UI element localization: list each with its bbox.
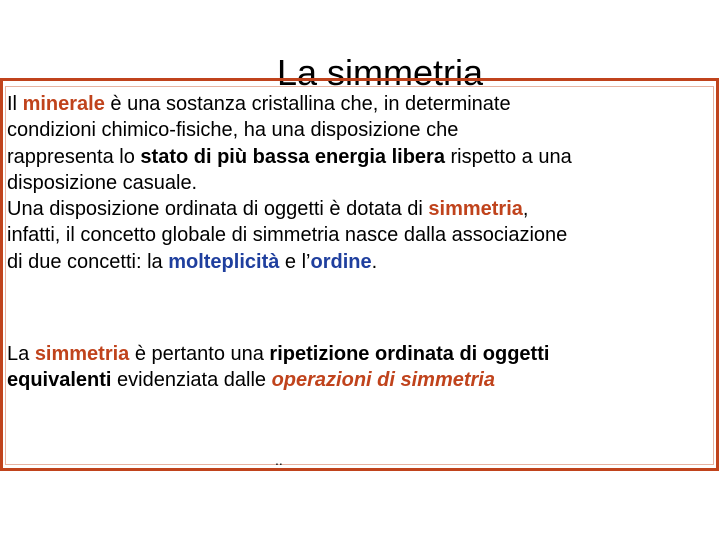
text-run: e l’ [279, 250, 311, 273]
term-equivalenti: equivalenti [7, 369, 112, 392]
term-molteplicita: molteplicità [168, 250, 280, 273]
term-minerale: minerale [22, 93, 105, 115]
slide-title: La simmetria [276, 52, 484, 94]
text-line [7, 341, 549, 367]
text-line: condizioni chimico-fisiche, ha una disposizione che [7, 119, 459, 142]
paragraph-definition [7, 91, 572, 275]
text-run: rappresenta lo [7, 145, 141, 168]
text-run: Una disposizione ordinata di oggetti è dotata di [7, 198, 429, 221]
paragraph-conclusion [7, 341, 549, 394]
text-run: è una sostanza cristallina che, in determinate [104, 93, 511, 115]
text-run: è pertanto una [129, 343, 270, 365]
text-run: evidenziata dalle [111, 369, 272, 392]
term-ordine: ordine [310, 250, 372, 273]
term-simmetria: simmetria [428, 198, 523, 221]
term-operazioni-simmetria: operazioni di simmetria [271, 369, 495, 392]
content-box [0, 78, 719, 471]
text-run: Il [7, 93, 23, 115]
text-line [7, 196, 572, 222]
text-line [7, 249, 572, 275]
text-run: . [371, 250, 378, 273]
text-line [7, 91, 572, 117]
text-run: rispetto a una [444, 145, 572, 168]
text-line: disposizione casuale. [7, 171, 198, 194]
footer-mark: .. [275, 452, 283, 468]
text-line [7, 144, 572, 170]
text-run: La [7, 343, 35, 365]
term-stato-energia: stato di più bassa energia libera [140, 145, 445, 168]
text-line [7, 367, 549, 393]
text-run: di due concetti: la [7, 250, 169, 273]
term-simmetria: simmetria [34, 343, 130, 365]
text-line: infatti, il concetto globale di simmetria nasce dalla associazione [7, 224, 568, 247]
term-ripetizione: ripetizione ordinata di oggetti [269, 343, 550, 365]
text-run: , [522, 198, 529, 221]
